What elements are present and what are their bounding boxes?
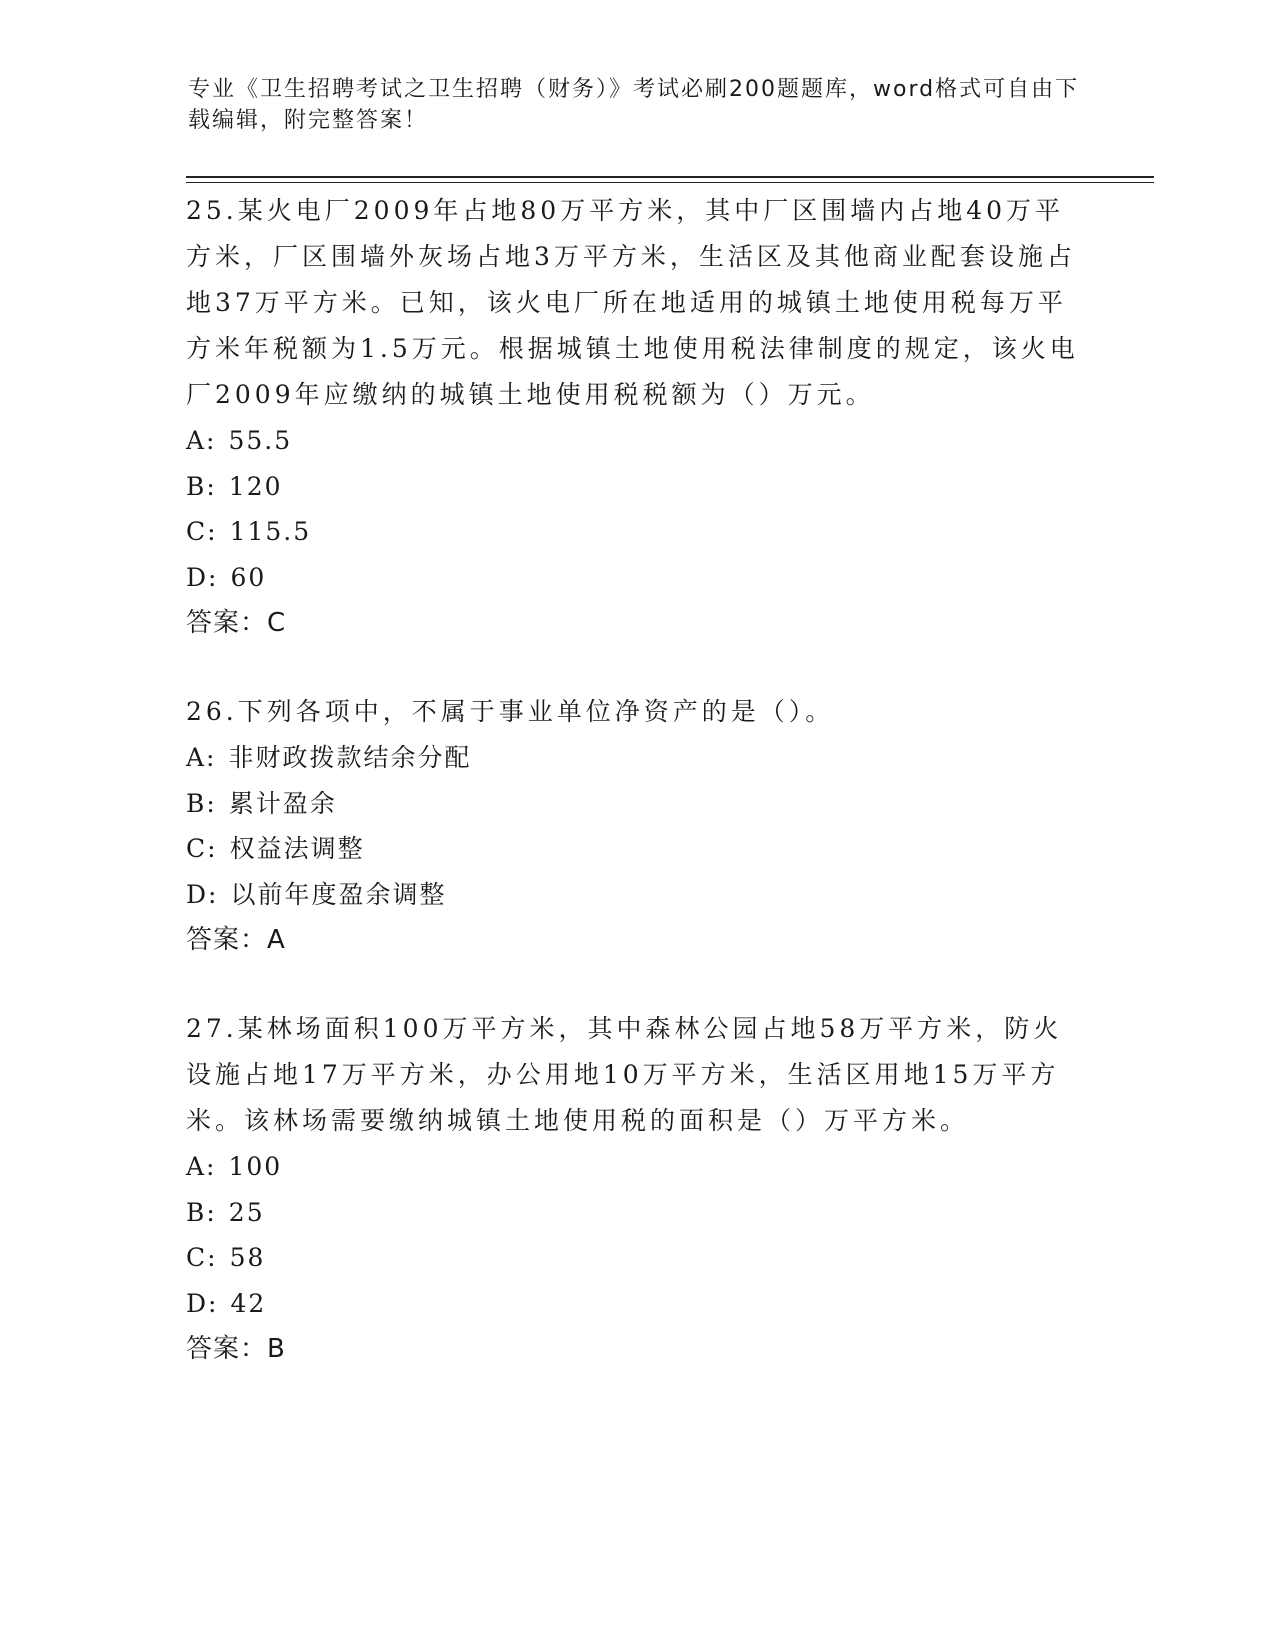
- question-stem: 25.某火电厂2009年占地80万平方米，其中厂区围墙内占地40万平方米，厂区围墙外灰场占地3万平方米，生活区及其他商业配套设施占地37万平方米。已知，该火电厂所在地适用的城镇土地使用税每万平方米年税额为1.5万元。根据城镇土地使用税法律制度的规定，该火电厂2009年应缴纳的城镇土地使用税税额为（）万元。: [186, 196, 1079, 409]
- option-key: D:: [186, 879, 219, 909]
- option-a: [186, 1144, 1086, 1190]
- option-b: [186, 464, 1086, 510]
- header-divider-thin: [186, 182, 1154, 183]
- option-list: [186, 735, 1086, 917]
- answer-line: 答案：A: [186, 925, 286, 955]
- option-text: 非财政拨款结余分配: [228, 743, 472, 772]
- option-text: 58: [229, 1243, 266, 1272]
- option-text: 以前年度盈余调整: [230, 879, 447, 909]
- option-a: [186, 735, 1086, 781]
- option-d: [186, 872, 1086, 918]
- option-c: [186, 826, 1086, 872]
- option-text: 120: [228, 471, 283, 501]
- option-text: 25: [228, 1197, 265, 1227]
- option-key: A:: [186, 1152, 217, 1181]
- option-text: 权益法调整: [229, 834, 365, 863]
- question-27: [186, 1006, 1086, 1372]
- header-divider-thick: [186, 176, 1154, 178]
- option-key: B:: [186, 788, 217, 818]
- option-c: [186, 509, 1086, 555]
- option-b: [186, 1190, 1086, 1236]
- option-d: [186, 1281, 1086, 1327]
- option-text: 60: [230, 562, 267, 592]
- option-text: 累计盈余: [228, 788, 337, 818]
- option-key: D:: [186, 1288, 219, 1318]
- option-text: 115.5: [229, 517, 312, 546]
- option-d: [186, 555, 1086, 601]
- option-key: C:: [186, 517, 218, 546]
- option-key: A:: [186, 426, 217, 455]
- question-stem: 27.某林场面积100万平方米，其中森林公园占地58万平方米，防火设施占地17万平方米，办公用地10万平方米，生活区用地15万平方米。该林场需要缴纳城镇土地使用税的面积是（）万平方米。: [186, 1014, 1063, 1135]
- option-b: [186, 781, 1086, 827]
- option-key: B:: [186, 1197, 217, 1227]
- option-list: [186, 1144, 1086, 1326]
- option-a: [186, 418, 1086, 464]
- document-header: 专业《卫生招聘考试之卫生招聘（财务）》考试必刷200题题库，word格式可自由下载编辑，附完整答案！: [188, 77, 1080, 133]
- option-text: 55.5: [228, 426, 293, 455]
- option-key: C:: [186, 834, 218, 863]
- option-key: C:: [186, 1243, 218, 1272]
- answer-line: 答案：B: [186, 1334, 286, 1364]
- question-stem: 26.下列各项中，不属于事业单位净资产的是（）。: [186, 697, 835, 726]
- option-c: [186, 1235, 1086, 1281]
- option-list: [186, 418, 1086, 600]
- answer-line: 答案：C: [186, 608, 287, 638]
- question-26: [186, 689, 1086, 963]
- question-list: [186, 188, 1086, 1415]
- option-key: A:: [186, 743, 217, 772]
- option-text: 42: [230, 1288, 267, 1318]
- option-key: D:: [186, 562, 219, 592]
- option-text: 100: [228, 1152, 283, 1181]
- question-25: [186, 188, 1086, 646]
- option-key: B:: [186, 471, 217, 501]
